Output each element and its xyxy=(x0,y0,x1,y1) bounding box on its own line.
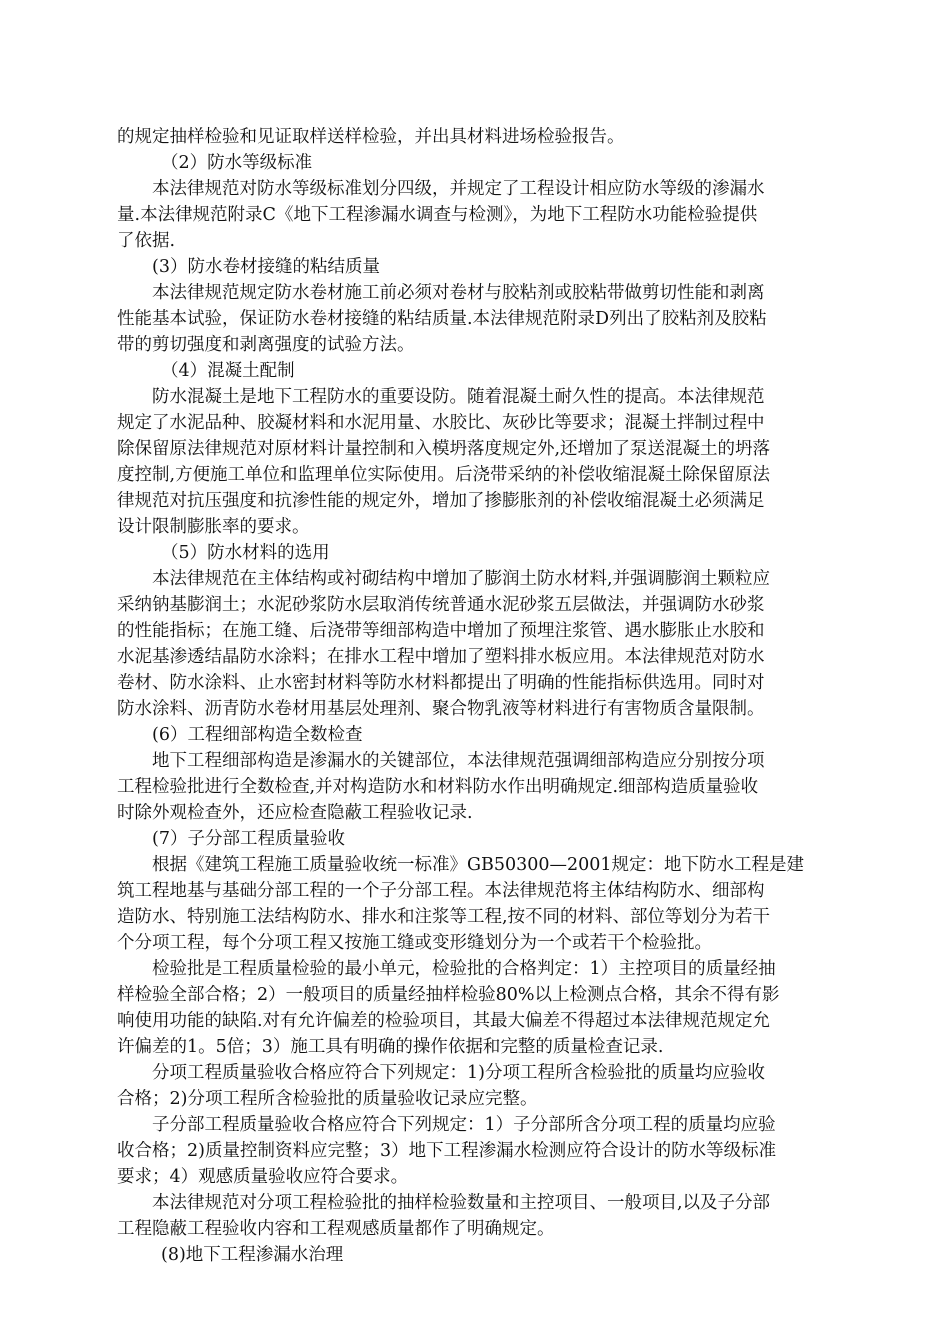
text-line: (6）工程细部构造全数检查 xyxy=(152,725,363,745)
text-line: 工程检验批进行全数检查,并对构造防水和材料防水作出明确规定.细部构造质量验收 xyxy=(117,777,759,797)
text-line: 许偏差的1。5倍；3）施工具有明确的操作依据和完整的质量检查记录. xyxy=(117,1037,664,1057)
text-line: 带的剪切强度和剥离强度的试验方法。 xyxy=(117,335,415,355)
text-line: 了依据. xyxy=(117,231,176,251)
text-line: 分项工程质量验收合格应符合下列规定：1)分项工程所含检验批的质量均应验收 xyxy=(152,1063,765,1083)
text-line: 设计限制膨胀率的要求。 xyxy=(117,517,310,537)
text-line: 要求；4）观感质量验收应符合要求。 xyxy=(117,1167,409,1187)
text-line: 除保留原法律规范对原材料计量控制和入模坍落度规定外,还增加了泵送混凝土的坍落 xyxy=(117,439,771,459)
text-line: 性能基本试验，保证防水卷材接缝的粘结质量.本法律规范附录D列出了胶粘剂及胶粘 xyxy=(117,309,767,329)
text-line: (8)地下工程渗漏水治理 xyxy=(161,1245,344,1265)
document-page xyxy=(117,124,833,1268)
text-line: 合格；2)分项工程所含检验批的质量验收记录应完整。 xyxy=(117,1089,538,1109)
text-line: 样检验全部合格；2）一般项目的质量经抽样检验80%以上检测点合格，其余不得有影 xyxy=(117,985,780,1005)
text-line: 筑工程地基与基础分部工程的一个子分部工程。本法律规范将主体结构防水、细部构 xyxy=(117,881,765,901)
text-line: 收合格；2)质量控制资料应完整；3）地下工程渗漏水检测应符合设计的防水等级标准 xyxy=(117,1141,777,1161)
text-line: 水泥基渗透结晶防水涂料；在排水工程中增加了塑料排水板应用。本法律规范对防水 xyxy=(117,647,765,667)
text-line: （5）防水材料的选用 xyxy=(161,543,330,563)
text-line: 个分项工程，每个分项工程又按施工缝或变形缝划分为一个或若干个检验批。 xyxy=(117,933,712,953)
text-line: (7）子分部工程质量验收 xyxy=(152,829,345,849)
text-line: 律规范对抗压强度和抗渗性能的规定外，增加了掺膨胀剂的补偿收缩混凝土必须满足 xyxy=(117,491,765,511)
text-line: 卷材、防水涂料、止水密封材料等防水材料都提出了明确的性能指标供选用。同时对 xyxy=(117,673,765,693)
text-line: 采纳钠基膨润土；水泥砂浆防水层取消传统普通水泥砂浆五层做法，并强调防水砂浆 xyxy=(117,595,765,615)
text-line: 时除外观检查外，还应检查隐蔽工程验收记录. xyxy=(117,803,473,823)
text-line: 造防水、特别施工法结构防水、排水和注浆等工程,按不同的材料、部位等划分为若干 xyxy=(117,907,771,927)
text-line: 本法律规范在主体结构或衬砌结构中增加了膨润土防水材料,并强调膨润土颗粒应 xyxy=(152,569,771,589)
text-line: 检验批是工程质量检验的最小单元，检验批的合格判定：1）主控项目的质量经抽 xyxy=(152,959,776,979)
text-line: 规定了水泥品种、胶凝材料和水泥用量、水胶比、灰砂比等要求；混凝土拌制过程中 xyxy=(117,413,765,433)
text-line: 本法律规范对分项工程检验批的抽样检验数量和主控项目、一般项目,以及子分部 xyxy=(152,1193,771,1213)
text-line: （2）防水等级标准 xyxy=(161,153,313,173)
text-line: 本法律规范对防水等级标准划分四级，并规定了工程设计相应防水等级的渗漏水 xyxy=(152,179,765,199)
text-line: 工程隐蔽工程验收内容和工程观感质量都作了明确规定。 xyxy=(117,1219,555,1239)
text-line: 地下工程细部构造是渗漏水的关键部位，本法律规范强调细部构造应分别按分项 xyxy=(152,751,765,771)
text-line: 本法律规范规定防水卷材施工前必须对卷材与胶粘剂或胶粘带做剪切性能和剥离 xyxy=(152,283,765,303)
text-line: 根据《建筑工程施工质量验收统一标准》GB50300—2001规定：地下防水工程是建 xyxy=(152,855,805,875)
text-line: （4）混凝土配制 xyxy=(161,361,295,381)
text-line: 防水涂料、沥青防水卷材用基层处理剂、聚合物乳液等材料进行有害物质含量限制。 xyxy=(117,699,765,719)
text-line: 子分部工程质量验收合格应符合下列规定：1）子分部所含分项工程的质量均应验 xyxy=(152,1115,776,1135)
text-line: 防水混凝土是地下工程防水的重要设防。随着混凝土耐久性的提高。本法律规范 xyxy=(152,387,765,407)
text-line: 的性能指标；在施工缝、后浇带等细部构造中增加了预埋注浆管、遇水膨胀止水胶和 xyxy=(117,621,765,641)
text-line: 响使用功能的缺陷.对有允许偏差的检验项目，其最大偏差不得超过本法律规范规定允 xyxy=(117,1011,771,1031)
text-line: 的规定抽样检验和见证取样送样检验，并出具材料进场检验报告。 xyxy=(117,127,625,147)
text-line: 度控制,方便施工单位和监理单位实际使用。后浇带采纳的补偿收缩混凝土除保留原法 xyxy=(117,465,771,485)
text-line: 量.本法律规范附录C《地下工程渗漏水调查与检测》，为地下工程防水功能检验提供 xyxy=(117,205,758,225)
text-line: (3）防水卷材接缝的粘结质量 xyxy=(152,257,380,277)
